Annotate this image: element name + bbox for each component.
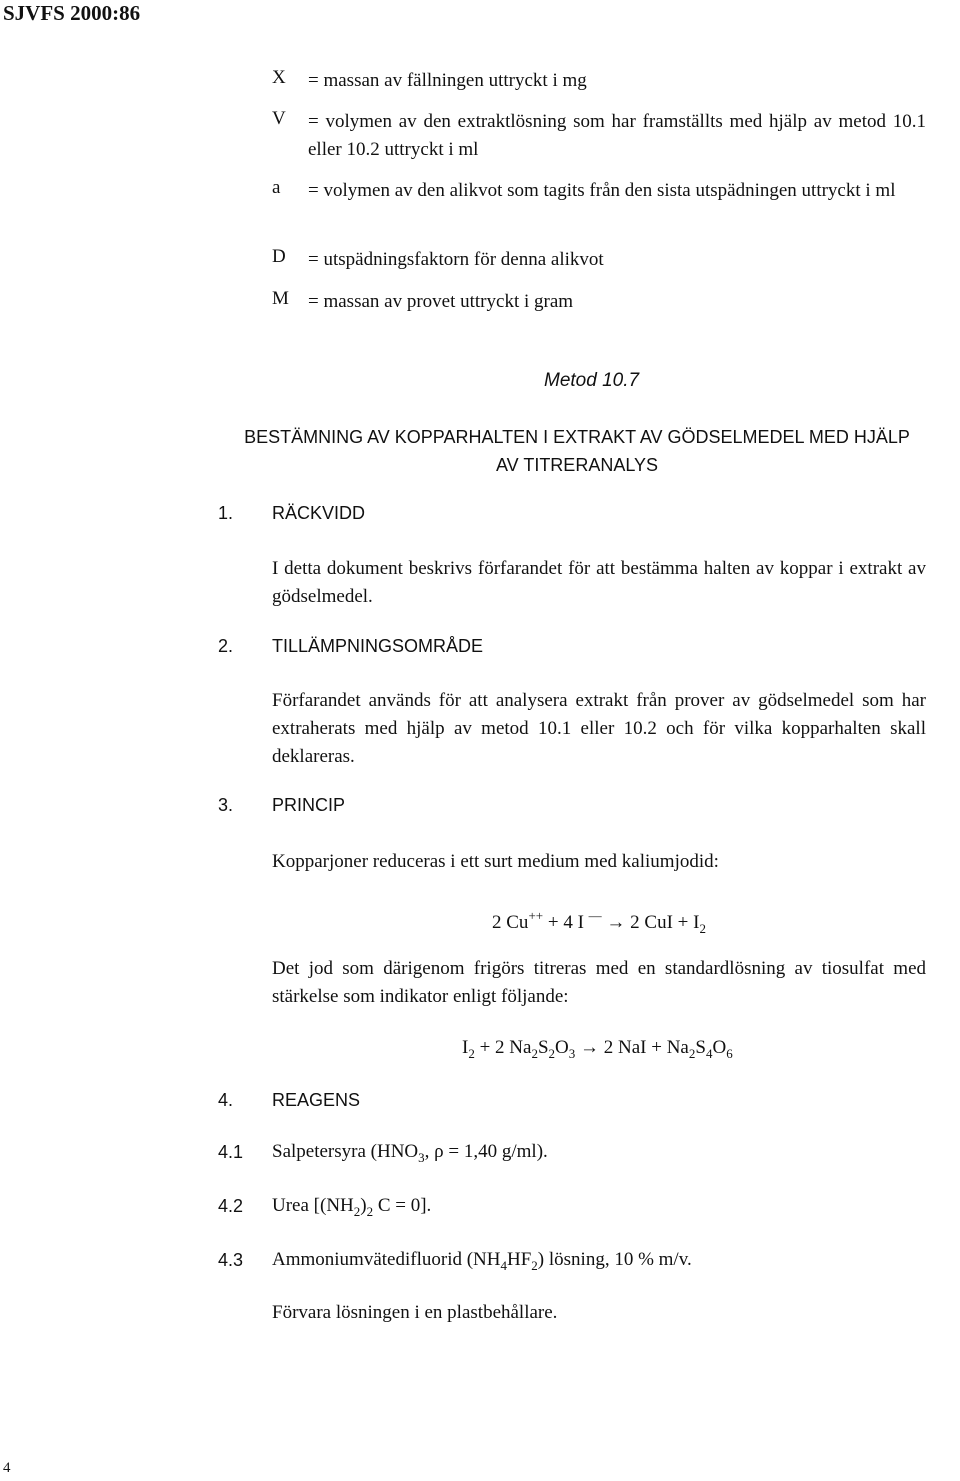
reagent-text: Urea [$(NH_2)_2$ C = 0]. [272, 1195, 432, 1219]
definition-text: = massan av fällningen uttryckt i mg [308, 70, 587, 91]
method-label: Metod 10.7 [544, 370, 640, 391]
section-title: PRINCIP [272, 795, 346, 815]
section-text: Det jod som därigenom frigörs titreras med en standardlösning av tiosulfat med stärkelse som indikator enligt följande: [272, 958, 926, 1007]
equation-copper-iodide: 2 Cu++ + 4 I — → 2 CuI + $I_2$ [492, 908, 706, 936]
definition-symbol: V [272, 108, 286, 129]
definition-symbol: D [272, 246, 286, 267]
equation-thiosulfate: $I_2 + 2$ $Na_2S_2O_3 \to 2$ NaI + $Na_2S_4O_6$ [462, 1037, 733, 1061]
reagent-number: 4.3 [218, 1250, 244, 1270]
section-title: TILLÄMPNINGSOMRÅDE [272, 636, 484, 656]
reagent-text: Ammoniumvätedifluorid $(NH_4HF_2)$ lösning, 10 % m/v. [272, 1249, 692, 1273]
page-number: 4 [3, 1460, 11, 1476]
definition-text: = volymen av den alikvot som tagits från den sista utspädningen uttryckt i ml [308, 180, 896, 201]
definition-symbol: M [272, 288, 289, 309]
section-number: 4. [218, 1090, 234, 1110]
definition-text: = utspädningsfaktorn för denna alikvot [308, 249, 604, 270]
section-title: REAGENS [272, 1090, 361, 1110]
reagent-number: 4.2 [218, 1196, 244, 1216]
arrow-icon: → [580, 1037, 600, 1058]
section-text: I detta dokument beskrivs förfarandet för att bestämma halten av koppar i extrakt av gödselmedel. [272, 558, 926, 607]
reagent-text: Salpetersyra ($HNO_3$, ρ = 1,40 g/ml). [272, 1141, 548, 1165]
reagent-note: Förvara lösningen i en plastbehållare. [272, 1302, 558, 1323]
document-header: SJVFS 2000:86 [3, 1, 141, 25]
definition-text: = massan av provet uttryckt i gram [308, 291, 574, 312]
section-number: 1. [218, 503, 234, 523]
section-text: Förfarandet används för att analysera extrakt från prover av gödselmedel som har extraherats med hjälp av metod 10.1 eller 10.2 och för vilka kopparhalten skall deklareras. [272, 690, 926, 767]
arrow-icon: → [606, 912, 626, 933]
definition-symbol: X [272, 67, 286, 88]
reagent-number: 4.1 [218, 1142, 244, 1162]
section-text: Kopparjoner reduceras i ett surt medium med kaliumjodid: [272, 851, 719, 872]
method-title: BESTÄMNING AV KOPPARHALTEN I EXTRAKT AV GÖDSELMEDEL MED HJÄLP AV TITRERANALYS [244, 427, 910, 475]
section-title: RÄCKVIDD [272, 503, 366, 523]
definition-symbol: a [272, 177, 281, 198]
section-number: 2. [218, 636, 234, 656]
definition-text: = volymen av den extraktlösning som har framställts med hjälp av metod 10.1 eller 10.2 uttryckt i ml [308, 111, 926, 160]
section-number: 3. [218, 795, 234, 815]
